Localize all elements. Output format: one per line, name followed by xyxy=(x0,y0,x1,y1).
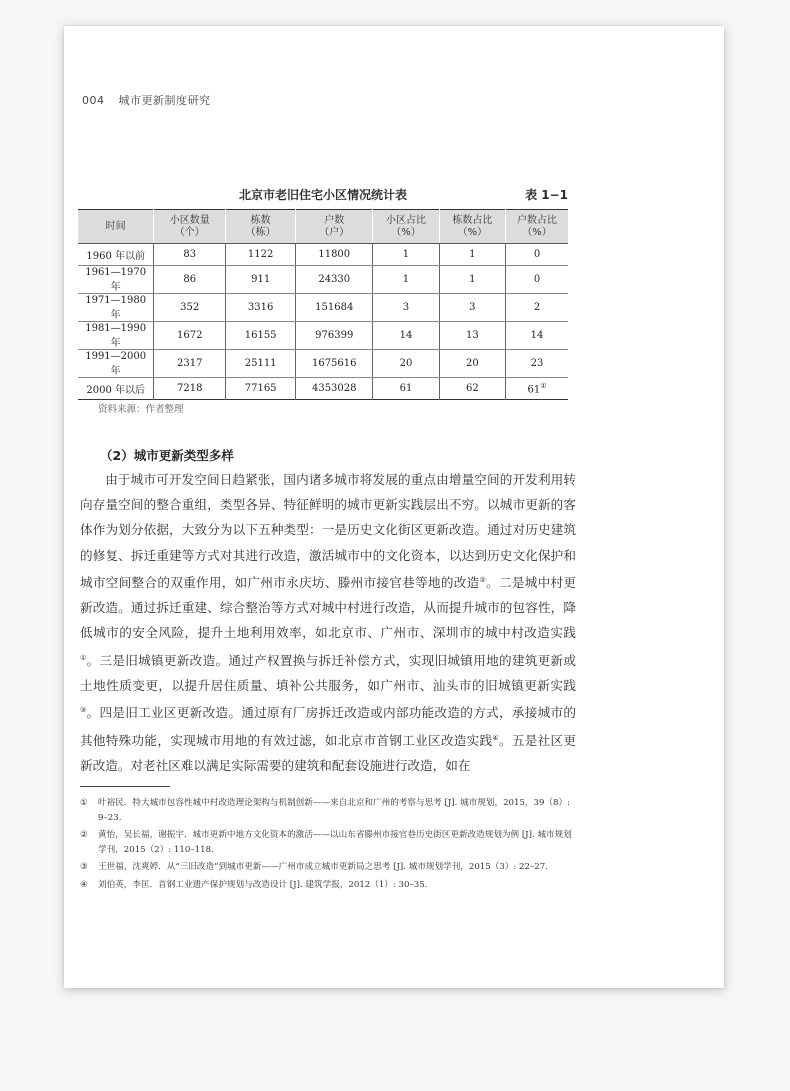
cell-community-share: 61 xyxy=(373,378,439,400)
cell-building-share: 62 xyxy=(439,378,505,400)
footnote-mark: ③ xyxy=(80,862,88,872)
col-header-time: 时间 xyxy=(78,210,154,244)
cell-household-share: 61① xyxy=(506,378,568,400)
cell-building-share: 1 xyxy=(439,244,505,266)
footnote-ref: ① xyxy=(80,653,87,662)
cell-household-count: 151684 xyxy=(296,294,373,322)
cell-household-share: 0 xyxy=(506,266,568,294)
table-row xyxy=(78,294,568,322)
page-number: 004 xyxy=(82,94,105,107)
cell-building-count: 3316 xyxy=(226,294,296,322)
col-header-household-count: 户数 （户） xyxy=(296,210,373,244)
footnote-mark: ④ xyxy=(80,879,88,890)
cell-time: 1991—2000 年 xyxy=(78,350,154,378)
cell-building-count: 25111 xyxy=(226,350,296,378)
cell-household-count: 976399 xyxy=(296,322,373,350)
cell-household-share: 23 xyxy=(506,350,568,378)
cell-building-count: 911 xyxy=(226,266,296,294)
cell-time: 1981—1990 年 xyxy=(78,322,154,350)
cell-building-share: 13 xyxy=(439,322,505,350)
table-row xyxy=(78,244,568,266)
footnote-text: 叶裕民．特大城市包容性城中村改造理论架构与机制创新——来自北京和广州的考察与思考 [J]. 城市规划，2015，39（8）: 9–23. xyxy=(98,798,571,823)
footnote-item xyxy=(80,860,576,875)
table-row xyxy=(78,266,568,294)
table-header-row xyxy=(78,210,568,244)
cell-community-count: 1672 xyxy=(154,322,226,350)
footnote-text: 王世福，沈爽婷．从“三旧改造”到城市更新——广州市成立城市更新局之思考 [J]. 城市规划学刊，2015（3）: 22–27. xyxy=(98,862,548,872)
cell-community-count: 7218 xyxy=(154,378,226,400)
cell-household-count: 24330 xyxy=(296,266,373,294)
book-title: 城市更新制度研究 xyxy=(118,94,211,107)
table-row xyxy=(78,378,568,400)
col-header-community-share: 小区占比 （%） xyxy=(373,210,439,244)
table-source: 资料来源：作者整理 xyxy=(98,404,184,415)
cell-time: 1961—1970 年 xyxy=(78,266,154,294)
statistics-table xyxy=(78,209,568,400)
footnote-mark: ① xyxy=(80,798,88,808)
footnote-ref: ③ xyxy=(80,706,87,715)
section-heading: （2）城市更新类型多样 xyxy=(100,448,234,463)
cell-building-count: 1122 xyxy=(226,244,296,266)
cell-household-share: 2 xyxy=(506,294,568,322)
cell-building-share: 20 xyxy=(439,350,505,378)
cell-household-count: 4353028 xyxy=(296,378,373,400)
cell-household-share: 0 xyxy=(506,244,568,266)
cell-household-share: 14 xyxy=(506,322,568,350)
footnote-ref: ① xyxy=(540,381,547,390)
running-header xyxy=(82,92,211,108)
cell-time: 1971—1980 年 xyxy=(78,294,154,322)
body-paragraph: 由于城市可开发空间日趋紧张，国内诸多城市将发展的重点由增量空间的开发利用转向存量空间的整合重组，类型各异、特征鲜明的城市更新实践层出不穷。以城市更新的客体作为划分依据，大致分为以下五种类型：一是历史文化街区更新改造。通过对历史建筑的修复、拆迁重建等方式对其进行改造，激活城市中的文化资本，以达到历史文化保护和城市空间整合的双重作用，如广州市永庆坊、滕州市接官巷等地的改造②。二是城中村更新改造。通过拆迁重建、综合整治等方式对城中村进行改造，从而提升城市的包容性，降低城市的安全风险，提升土地利用效率，如北京市、广州市、深圳市的城中村改造实践①。三是旧城镇更新改造。通过产权置换与拆迁补偿方式，实现旧城镇用地的建筑更新或土地性质变更，以提升居住质量、填补公共服务，如广州市、汕头市的旧城镇更新实践③。四是旧工业区更新改造。通过原有厂房拆迁改造或内部功能改造的方式，承接城市的其他特殊功能，实现城市用地的有效过滤，如北京市首钢工业区改造实践④。五是社区更新改造。对老社区难以满足实际需要的建筑和配套设施进行改造，如在 xyxy=(80,472,577,773)
footnote-item xyxy=(80,878,576,893)
cell-community-count: 2317 xyxy=(154,350,226,378)
table-row xyxy=(78,350,568,378)
footnote-text: 刘伯英，李匡．首钢工业遗产保护规划与改造设计 [J]. 建筑学报，2012（1）: 30–35. xyxy=(98,879,428,890)
col-header-community-count: 小区数量 （个） xyxy=(154,210,226,244)
col-header-building-count: 栋数 （栋） xyxy=(226,210,296,244)
cell-time: 1960 年以前 xyxy=(78,244,154,266)
cell-community-share: 3 xyxy=(373,294,439,322)
cell-building-share: 1 xyxy=(439,266,505,294)
footnote-item xyxy=(80,796,576,825)
cell-community-share: 1 xyxy=(373,244,439,266)
cell-community-share: 14 xyxy=(373,322,439,350)
cell-building-count: 77165 xyxy=(226,378,296,400)
cell-household-count: 11800 xyxy=(296,244,373,266)
footnote-text: 黄怡，吴长福，谢振宇．城市更新中地方文化资本的激活——以山东省滕州市接官巷历史街区更新改造规划为例 [J]. 城市规划学刊，2015（2）: 110–118. xyxy=(98,830,572,855)
cell-household-count: 1675616 xyxy=(296,350,373,378)
footnote-mark: ② xyxy=(80,830,88,840)
cell-community-share: 20 xyxy=(373,350,439,378)
footnote-ref: ② xyxy=(479,575,487,584)
col-header-household-share: 户数占比 （%） xyxy=(506,210,568,244)
cell-community-count: 352 xyxy=(154,294,226,322)
footnote-item xyxy=(80,828,576,857)
footnotes xyxy=(80,796,576,895)
cell-building-count: 16155 xyxy=(226,322,296,350)
footnote-divider xyxy=(80,786,170,787)
cell-time: 2000 年以后 xyxy=(86,385,145,396)
table-title: 北京市老旧住宅小区情况统计表 xyxy=(238,188,407,202)
footnote-ref: ④ xyxy=(492,733,499,742)
cell-building-share: 3 xyxy=(439,294,505,322)
col-header-building-share: 栋数占比 （%） xyxy=(439,210,505,244)
cell-community-count: 86 xyxy=(154,266,226,294)
table-row xyxy=(78,322,568,350)
cell-community-count: 83 xyxy=(154,244,226,266)
cell-community-share: 1 xyxy=(373,266,439,294)
table-number: 表 1−1 xyxy=(525,188,568,202)
